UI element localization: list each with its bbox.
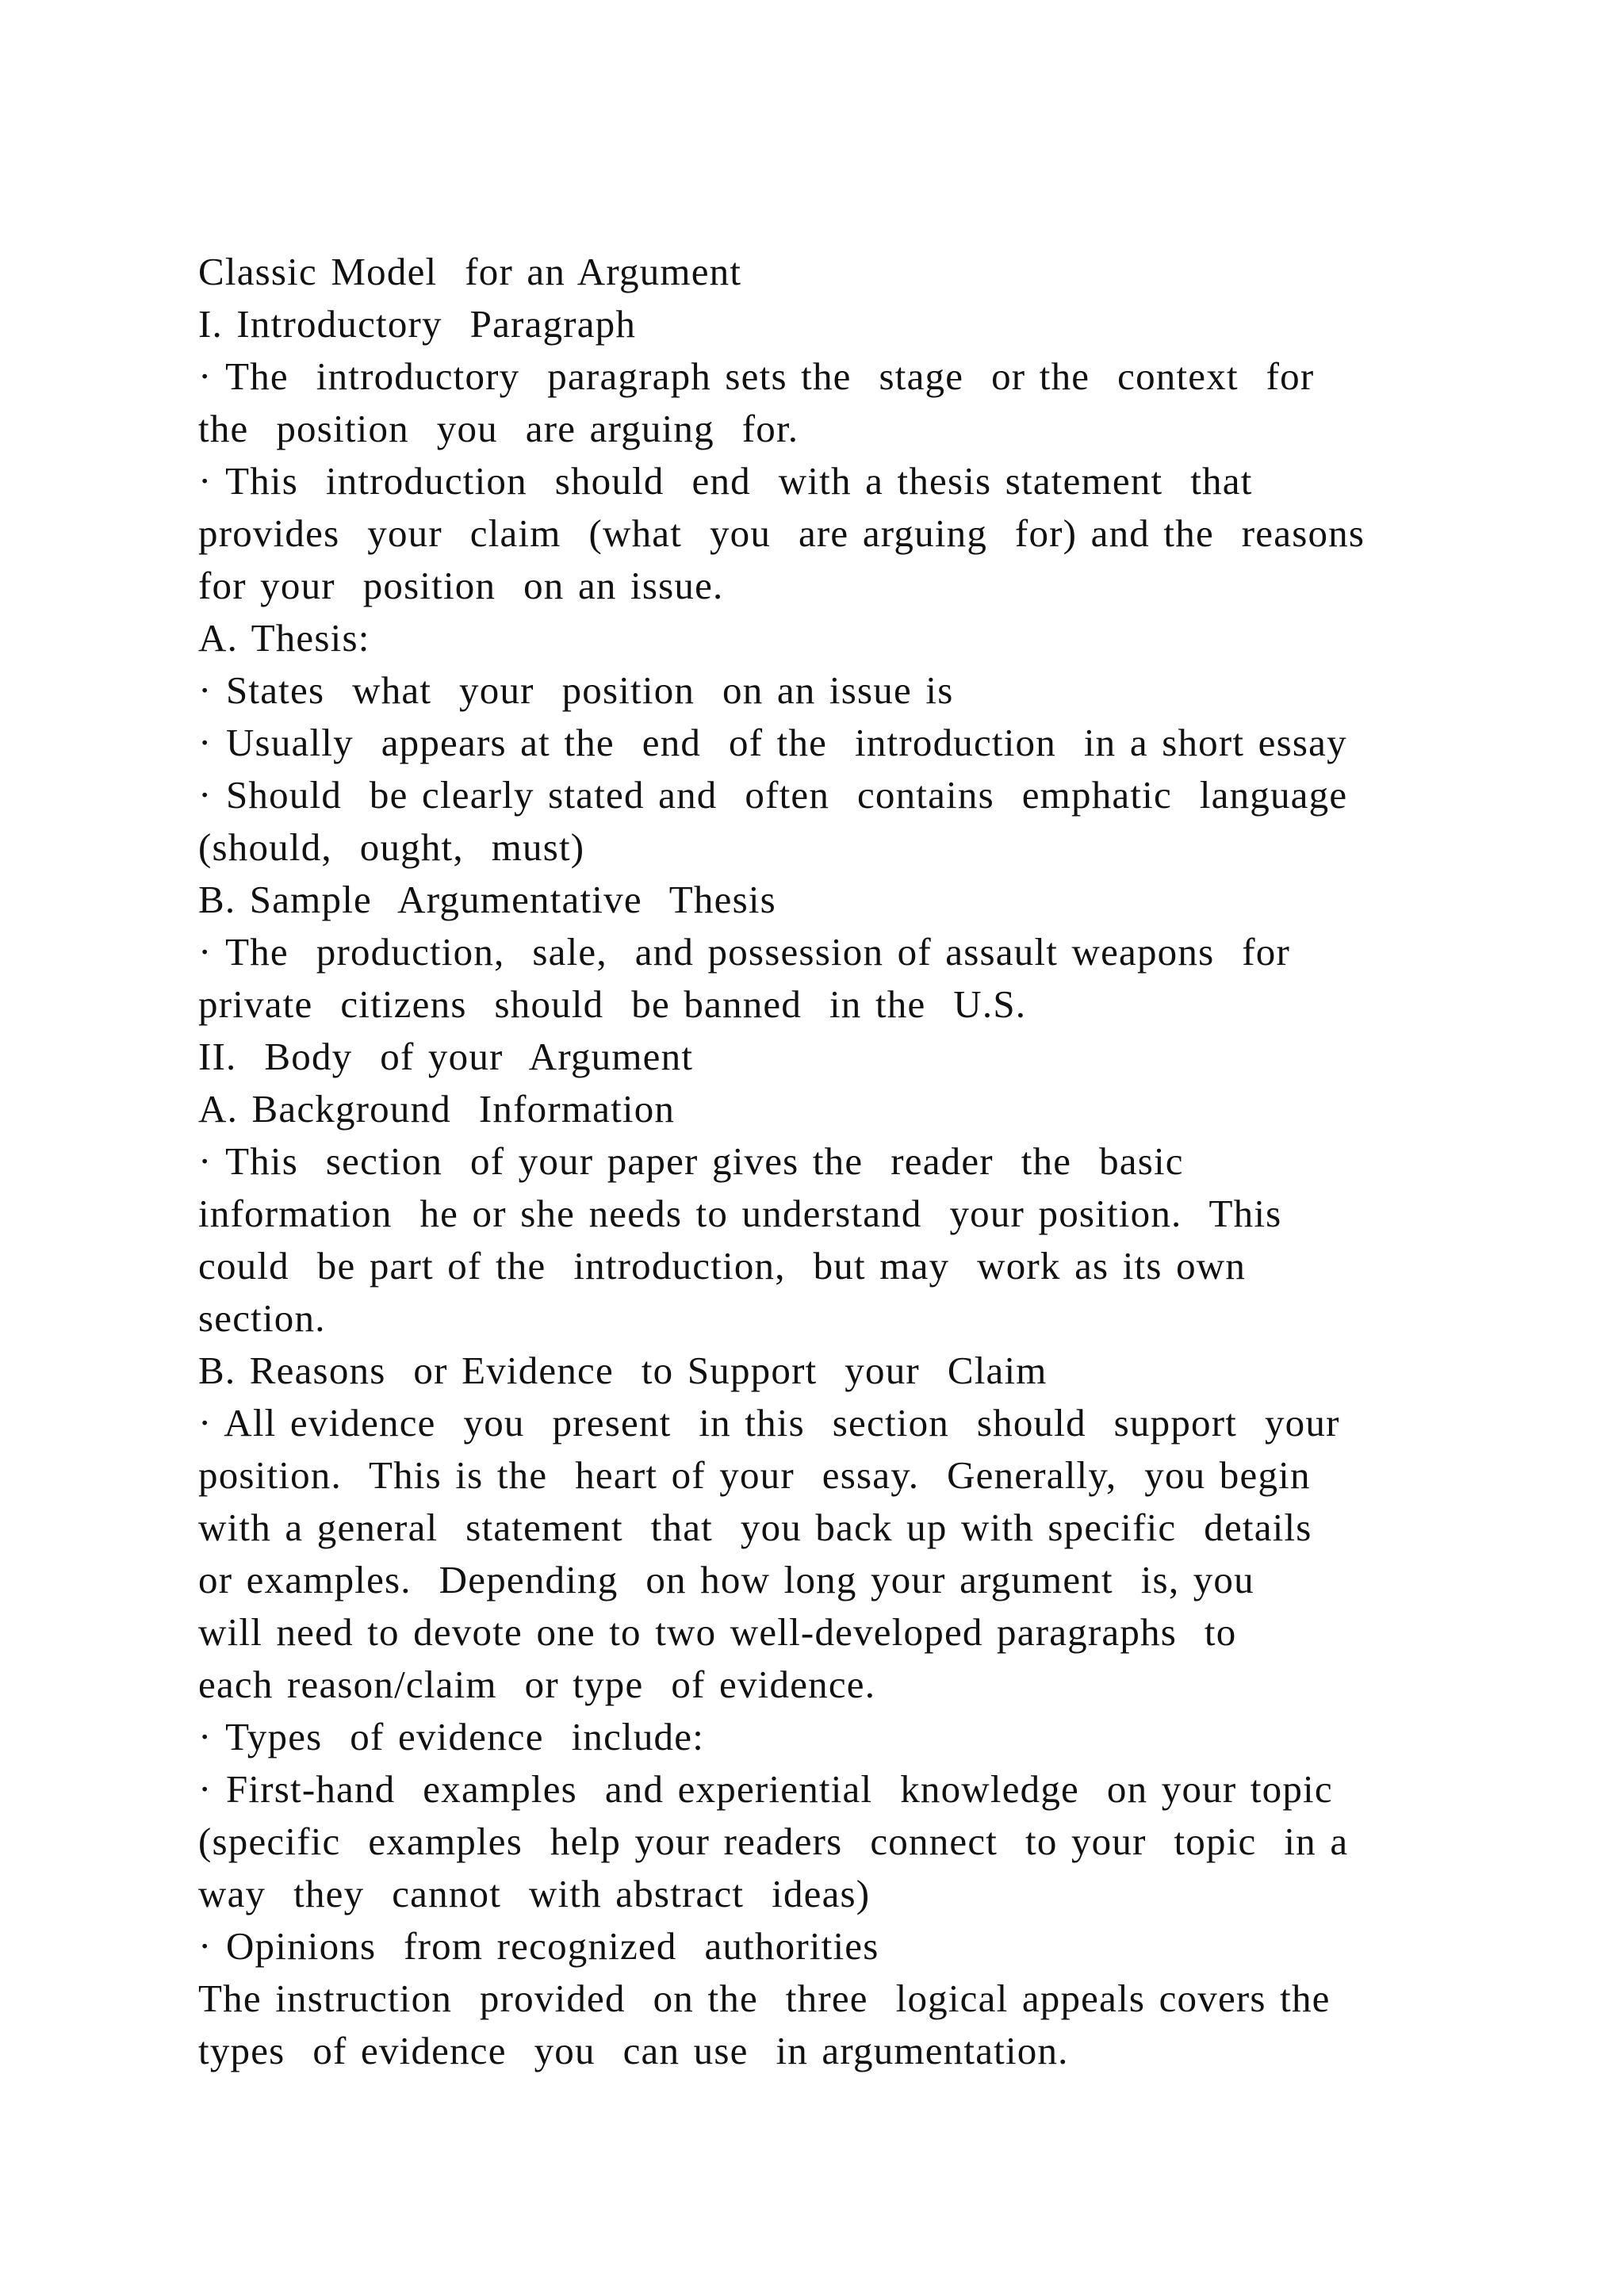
subheading-sample-thesis: B. Sample Argumentative Thesis: [198, 878, 776, 921]
text-line: could be part of the introduction, but may work as its own: [198, 1244, 1247, 1288]
section-heading-introductory-paragraph: I. Introductory Paragraph: [198, 302, 637, 346]
text-line: · This introduction should end with a thesis statement that: [198, 459, 1253, 503]
section-heading-body: II. Body of your Argument: [198, 1035, 694, 1078]
subheading-reasons-evidence: B. Reasons or Evidence to Support your Claim: [198, 1349, 1048, 1392]
document-body: [198, 246, 1435, 2077]
text-line: · The introductory paragraph sets the stage or the context for: [198, 354, 1315, 398]
text-line: for your position on an issue.: [198, 564, 724, 607]
text-line: provides your claim (what you are arguing for) and the reasons: [198, 511, 1365, 555]
text-line: or examples. Depending on how long your argument is, you: [198, 1558, 1254, 1601]
text-line: · Opinions from recognized authorities: [198, 1924, 879, 1968]
text-line: the position you are arguing for.: [198, 407, 799, 450]
text-line: (should, ought, must): [198, 825, 585, 869]
text-line: with a general statement that you back up with specific details: [198, 1506, 1312, 1549]
text-line: · All evidence you present in this section should support your: [198, 1401, 1340, 1445]
text-line: section.: [198, 1296, 326, 1340]
text-line: · The production, sale, and possession of assault weapons for: [198, 930, 1290, 974]
text-line: will need to devote one to two well-developed paragraphs to: [198, 1610, 1237, 1654]
text-line: position. This is the heart of your essay. Generally, you begin: [198, 1453, 1311, 1497]
document-title: Classic Model for an Argument: [198, 250, 742, 293]
text-line: The instruction provided on the three logical appeals covers the: [198, 1976, 1331, 2020]
text-line: · Should be clearly stated and often contains emphatic language: [198, 773, 1348, 817]
text-line: · Types of evidence include:: [198, 1715, 705, 1758]
text-line: · First-hand examples and experiential knowledge on your topic: [198, 1767, 1333, 1811]
text-line: · Usually appears at the end of the introduction in a short essay: [198, 721, 1347, 764]
text-line: information he or she needs to understand your position. This: [198, 1192, 1282, 1235]
text-line: · States what your position on an issue is: [198, 668, 954, 712]
subheading-thesis: A. Thesis:: [198, 616, 370, 660]
text-line: · This section of your paper gives the reader the basic: [198, 1139, 1184, 1183]
text-line: way they cannot with abstract ideas): [198, 1872, 871, 1915]
text-line: private citizens should be banned in the U.S.: [198, 982, 1027, 1026]
text-line: types of evidence you can use in argumentation.: [198, 2029, 1069, 2072]
text-line: (specific examples help your readers connect to your topic in a: [198, 1820, 1349, 1863]
text-line: each reason/claim or type of evidence.: [198, 1663, 876, 1706]
subheading-background: A. Background Information: [198, 1087, 676, 1131]
